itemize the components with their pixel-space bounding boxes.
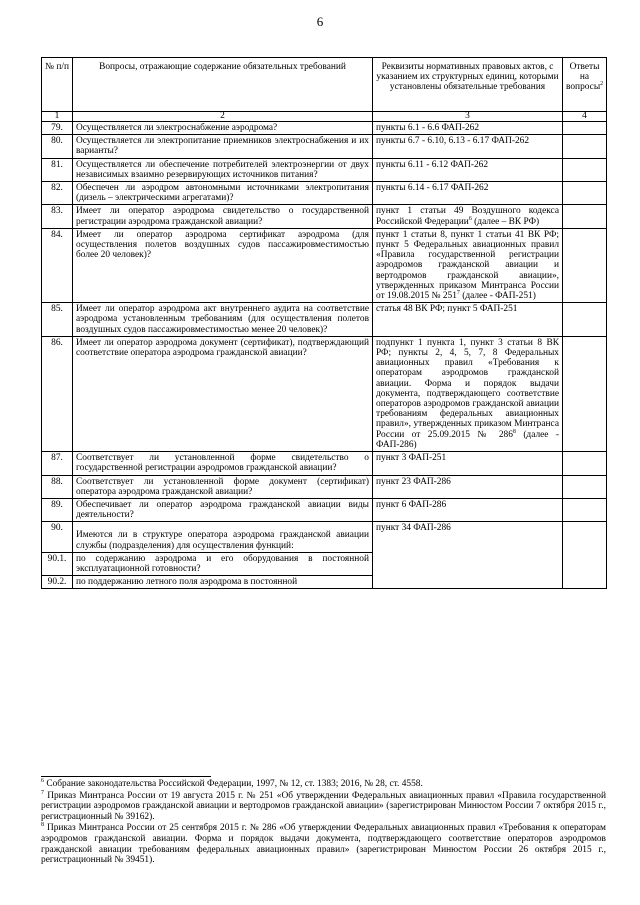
row-requisites: пункт 3 ФАП-251	[373, 452, 563, 475]
footnote	[41, 779, 606, 790]
row-number: 85.	[42, 303, 73, 337]
row-answer	[563, 498, 607, 521]
table-row	[42, 336, 607, 451]
row-number: 90.	[42, 522, 73, 552]
row-requisites	[373, 205, 563, 228]
table-row	[42, 303, 607, 337]
row-requisites: пункт 23 ФАП-286	[373, 475, 563, 498]
table-row	[42, 498, 607, 521]
row-number: 90.1.	[42, 552, 73, 575]
requisites-text: пункт 1 статьи 49 Воздушного кодекса Российской Федерации	[376, 206, 559, 227]
header-requisites: Реквизиты нормативных правовых актов, с указанием их структурных единиц, которыми установлены обязательные требования	[373, 58, 563, 112]
row-question: Имеет ли оператор аэродрома свидетельство о государственной регистрации аэродрома гражданской авиации?	[73, 205, 373, 228]
requisites-text: пункт 1 статьи 8, пункт 1 статьи 41 ВК РФ; пункт 5 Федеральных авиационных правил «Правила государственной регистрации аэродромов гражданской авиации и вертодромов гражданской авиации», утвержденных приказом Минтранса России от 19.08.2015 № 251	[376, 229, 559, 302]
row-number: 83.	[42, 205, 73, 228]
row-requisites: пункт 6 ФАП-286	[373, 498, 563, 521]
row-answer	[563, 182, 607, 205]
row-number: 79.	[42, 122, 73, 135]
footnote-text: Приказ Минтранса России от 25 сентября 2015 г. № 286 «Об утверждении Федеральных авиационных правил «Требования к операторам аэродромов гражданской авиации. Форма и порядок выдачи документа, подтверждающего соответствие операторов аэродромов гражданской авиации требованиям федеральных авиационных правил» (зарегистрирован Минюстом России 26 октября 2015 г., регистрационный № 39451).	[41, 823, 606, 866]
row-question: Соответствует ли установленной форме свидетельство о государственной регистрации аэродромов гражданской авиации?	[73, 452, 373, 475]
header-answer-text: Ответы на вопросы	[566, 62, 601, 93]
footnote-mark: 7	[456, 289, 460, 296]
row-answer	[563, 475, 607, 498]
row-number: 80.	[42, 135, 73, 158]
checklist-table	[41, 57, 607, 589]
footnote-mark: 6	[468, 215, 472, 222]
table-row	[42, 522, 607, 552]
table-row	[42, 452, 607, 475]
requisites-text-tail: (далее – ВК РФ)	[471, 216, 540, 227]
footnote-number: 7	[41, 789, 44, 796]
row-question: Имеет ли оператор аэродрома акт внутреннего аудита на соответствие аэродрома установленным требованиям (для осуществления полетов воздушных судов пассажировместимостью менее 20 человек)?	[73, 303, 373, 337]
row-question: Осуществляется ли обеспечение потребителей электроэнергии от двух независимых взаимно резервирующих источников питания?	[73, 158, 373, 181]
table-row	[42, 158, 607, 181]
requisites-text-tail: (далее - ФАП-251)	[459, 291, 536, 302]
row-requisites	[373, 228, 563, 302]
row-number: 86.	[42, 336, 73, 451]
table-header-row	[42, 58, 607, 112]
header-question: Вопросы, отражающие содержание обязательных требований	[73, 58, 373, 112]
table-row	[42, 135, 607, 158]
footnote-number: 8	[41, 822, 44, 829]
row-answer	[563, 228, 607, 302]
column-index-cell: 3	[373, 112, 563, 122]
footnotes	[41, 779, 606, 867]
row-question: Имеет ли оператор аэродрома сертификат аэродрома (для осуществления полетов воздушных судов пассажировместимостью более 20 человек)?	[73, 228, 373, 302]
row-answer	[563, 303, 607, 337]
row-answer	[563, 336, 607, 451]
header-answer-footnote-mark: 2	[600, 81, 604, 88]
row-answer	[563, 158, 607, 181]
row-number: 87.	[42, 452, 73, 475]
column-index-cell: 1	[42, 112, 73, 122]
row-number: 88.	[42, 475, 73, 498]
row-answer	[563, 205, 607, 228]
row-requisites: пункты 6.1 - 6.6 ФАП-262	[373, 122, 563, 135]
row-question: по поддержанию летного поля аэродрома в постоянной	[73, 576, 373, 589]
row-requisites	[373, 336, 563, 451]
row-number: 90.2.	[42, 576, 73, 589]
row-question: Соответствует ли установленной форме документ (сертификат) оператора аэродрома гражданской авиации?	[73, 475, 373, 498]
row-question: Обеспечен ли аэродром автономными источниками электропитания (дизель – электрическими агрегатами)?	[73, 182, 373, 205]
requisites-text: подпункт 1 пункта 1, пункт 3 статьи 8 ВК РФ; пункты 2, 4, 5, 7, 8 Федеральных авиационных правил «Требования к операторам аэродромов гражданской авиации. Форма и порядок выдачи документа, подтверждающего соответствие операторов аэродромов гражданской авиации требованиям федеральных авиационных правил», утвержденных приказом Минтранса России от 25.09.2015 № 286	[376, 337, 559, 440]
row-question: Обеспечивает ли оператор аэродрома гражданской авиации виды деятельности?	[73, 498, 373, 521]
requisites-text-tail: (далее - ФАП-286)	[376, 429, 559, 450]
footnote-text: Собрание законодательства Российской Федерации, 1997, № 12, ст. 1383; 2016, № 28, ст. 4558.	[44, 779, 423, 789]
row-number: 84.	[42, 228, 73, 302]
row-requisites: пункты 6.14 - 6.17 ФАП-262	[373, 182, 563, 205]
row-answer	[563, 452, 607, 475]
row-requisites: статья 48 ВК РФ; пункт 5 ФАП-251	[373, 303, 563, 337]
column-index-row	[42, 112, 607, 122]
table-row	[42, 205, 607, 228]
row-question: по содержанию аэродрома и его оборудования в постоянной эксплуатационной готовности?	[73, 552, 373, 575]
footnote-divider	[41, 776, 211, 777]
footnote-mark: 8	[512, 428, 516, 435]
row-requisites: пункты 6.7 - 6.10, 6.13 - 6.17 ФАП-262	[373, 135, 563, 158]
table-row	[42, 122, 607, 135]
row-number: 89.	[42, 498, 73, 521]
page-number: 6	[316, 14, 324, 29]
header-num: № п/п	[42, 58, 73, 112]
row-number: 82.	[42, 182, 73, 205]
table-row	[42, 475, 607, 498]
column-index-cell: 4	[563, 112, 607, 122]
table-row	[42, 182, 607, 205]
row-answer	[563, 522, 607, 589]
footnote	[41, 791, 606, 823]
header-answer	[563, 58, 607, 112]
row-question: Осуществляется ли электропитание приемников электроснабжения и их варианты?	[73, 135, 373, 158]
row-question: Имеет ли оператор аэродрома документ (сертификат), подтверждающий соответствие оператора аэродрома гражданской авиации?	[73, 336, 373, 451]
footnote	[41, 823, 606, 865]
row-question: Имеются ли в структуре оператора аэродрома гражданской авиации службы (подразделения) для осуществления функций:	[73, 522, 373, 552]
column-index-cell: 2	[73, 112, 373, 122]
footnote-number: 6	[41, 777, 44, 784]
table-row	[42, 228, 607, 302]
row-requisites: пункт 34 ФАП-286	[373, 522, 563, 589]
row-question: Осуществляется ли электроснабжение аэродрома?	[73, 122, 373, 135]
footnote-text: Приказ Минтранса России от 19 августа 2015 г. № 251 «Об утверждении Федеральных авиационных правил «Правила государственной регистрации аэродромов гражданской авиации и вертодромов гражданской авиации» (зарегистрирован Минюстом России 7 октября 2015 г., регистрационный № 39162).	[41, 790, 606, 822]
row-answer	[563, 135, 607, 158]
row-requisites: пункты 6.11 - 6.12 ФАП-262	[373, 158, 563, 181]
row-answer	[563, 122, 607, 135]
row-number: 81.	[42, 158, 73, 181]
